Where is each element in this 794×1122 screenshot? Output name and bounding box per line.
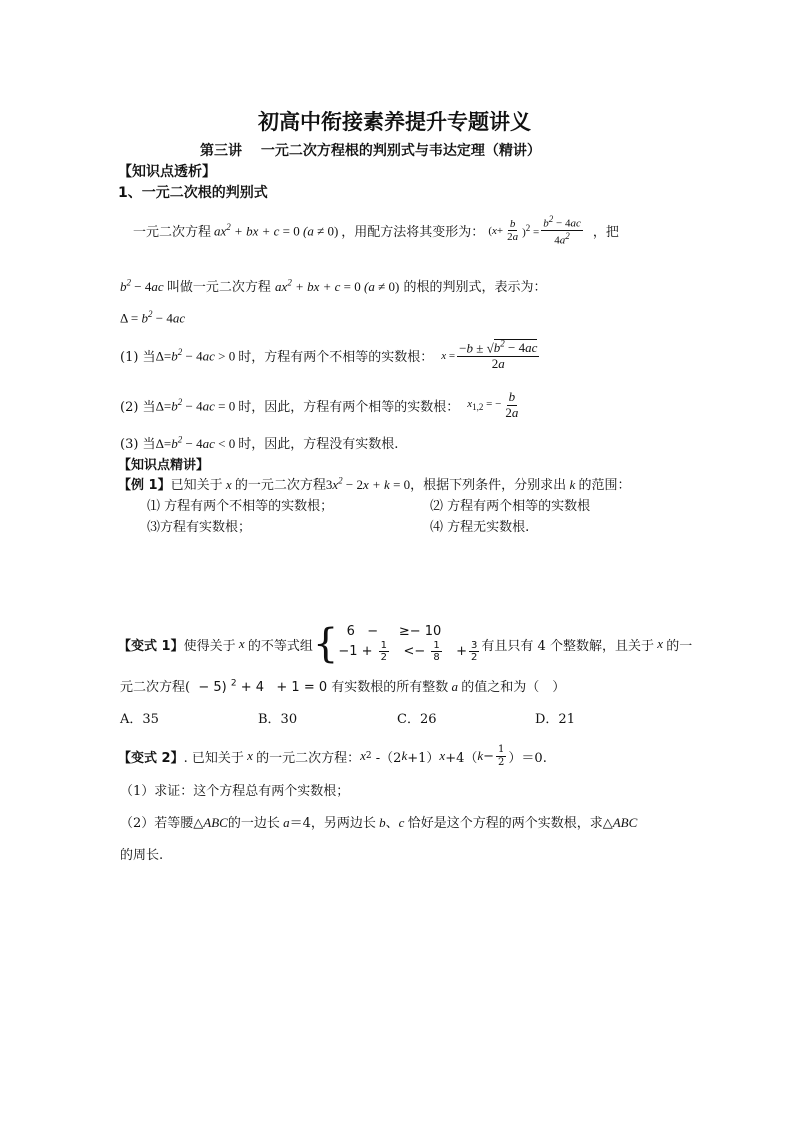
equation-general-form-2: $ax^2$ + bx + c = 0 (a ≠ 0) (275, 277, 400, 294)
p1-middle: ，用配方法将其变形为： (341, 225, 485, 241)
paragraph-1 (133, 214, 619, 248)
variant-1-option-a: A．35 (120, 712, 159, 727)
example-1-q3: ⑶方程有实数根； (147, 520, 252, 535)
page-title: 初高中衔接素养提升专题讲义 (258, 110, 531, 134)
case-2 (120, 390, 522, 421)
p2-middle: 叫做一元二次方程 (166, 280, 271, 295)
variant-2-equation: x 2 -（2 k +1） x +4（ k − $\frac{1}{2}$ ）＝0. (360, 744, 547, 768)
case1-label: (1) 当 (120, 350, 156, 366)
ex1-text-d: 的范围： (578, 478, 631, 493)
discriminant-definition: $\Delta = b^2 - 4ac$ (120, 309, 186, 326)
p2-suffix: 的根的判别式，表示为： (403, 280, 547, 295)
discriminant-expression: $b^2 - 4ac$ (120, 277, 167, 294)
case3-text: 时，因此，方程没有实数根. (238, 437, 399, 452)
example-1: 【例 1】已知关于 x 的一元二次方程$3x^2 - 2x + k = 0$，根据下列条件，分别求出 k 的范围： (118, 475, 631, 493)
example-1-label: 【例 1】 (118, 478, 171, 493)
var2-q2-c: ，另两边长 (310, 816, 376, 831)
root-formula: x = $\frac{-b \pm √b^2 - 4ac}{2a}$ (441, 339, 538, 372)
case3-label: (3) 当 (120, 437, 156, 452)
ex1-text-b: 的一元二次方程 (234, 478, 326, 493)
case-1 (120, 339, 541, 372)
var1-line2-a: 元二次方程( (120, 680, 191, 695)
case1-text: 时，方程有两个不相等的实数根： (238, 350, 434, 366)
page-subtitle: 第三讲 一元二次方程根的判别式与韦达定理（精讲） (200, 143, 541, 159)
var1-text-b: 的不等式组 (247, 638, 313, 654)
variant-2-q2: （2）若等腰△ABC的一边长 a＝4，另两边长 b、c 恰好是这个方程的两个实数根，求△ABC (120, 815, 638, 831)
case2-label: (2) 当 (120, 399, 156, 415)
variant-2-q1: （1）求证：这个方程总有两个实数根； (120, 784, 350, 799)
case1-condition: $\Delta=b^2 - 4ac > 0$ (155, 346, 236, 364)
var2-text-b: 的一元二次方程： (256, 750, 361, 766)
paragraph-2 (120, 276, 546, 295)
example-1-q2: ⑵ 方程有两个相等的实数根 (430, 499, 591, 514)
p1-prefix: 一元二次方程 (133, 225, 212, 241)
variant-1-label: 【变式 1】 (118, 638, 184, 654)
variant-1-option-b: B．30 (258, 712, 298, 727)
ex1-text-a: 已知关于 (170, 478, 223, 493)
case3-condition: $\Delta=b^2 - 4ac < 0$ (155, 434, 236, 451)
equation-general-form: $ax^2$ + bx + c = 0 (a ≠ 0) (214, 222, 339, 239)
case2-text: 时，因此，方程有两个相等的实数根： (238, 399, 460, 415)
equation-completed-square: ( x + $\frac{b}{2a}$ )$^2$ = $\frac{b^2 - 4ac}{4a^2}$ (488, 214, 581, 247)
case2-condition: $\Delta=b^2 - 4ac = 0$ (155, 396, 236, 414)
p1-suffix: ，把 (592, 225, 619, 241)
var2-q2-b: 的一边长 (227, 816, 280, 831)
variant-2-q2-line-2: 的周长. (120, 848, 164, 863)
var2-text-a: . 已知关于 (183, 750, 244, 766)
ex1-text-c: ，根据下列条件，分别求出 (410, 478, 567, 493)
variant-2: 【变式 2】 . 已知关于 x 的一元二次方程： x 2 -（2 k +1） x +4（ k − $\frac{1}{2}$ ）＝0. (118, 744, 547, 768)
var2-q2-d: 恰好是这个方程的两个实数根，求△ (407, 816, 613, 831)
var1-text-c: 有且只有 4 个整数解，且关于 (481, 638, 654, 654)
variant-1: 【变式 1】 使得关于 x 的不等式组 { 6 − ≥− 10 −1 + $\frac{1}{2}$ <− $\frac{1}{8}$ + $\frac{3}{2}$ 有且只有 4 个整数解，且关于 x 的一 (118, 621, 693, 667)
inequality-brace: { (312, 621, 339, 667)
variant-2-label: 【变式 2】 (118, 750, 184, 766)
variant-1-option-c: C．26 (397, 712, 437, 727)
section-lecture-heading: 【知识点精讲】 (118, 458, 210, 473)
var1-text-a: 使得关于 (183, 638, 236, 654)
var2-q2-a: （2）若等腰△ (120, 816, 204, 831)
var1-line2-b: 有实数根的所有整数 (331, 680, 449, 695)
example-1-equation: $3x^2 - 2x + k = 0$ (325, 475, 411, 492)
inequality-system: 6 − ≥− 10 −1 + $\frac{1}{2}$ <− $\frac{1}{8}$ + $\frac{3}{2}$ (338, 624, 478, 664)
double-root-formula: $x_{1,2}$ = − $\frac{b}{2a}$ (467, 389, 519, 420)
heading-discriminant: 1、一元二次根的判别式 (118, 185, 268, 201)
case-3 (120, 433, 398, 452)
example-1-q1: ⑴ 方程有两个不相等的实数根； (147, 499, 334, 514)
variant-1-option-d: D．21 (535, 712, 575, 727)
var1-text-d: 的一 (666, 638, 693, 654)
variant-1-line-2: 元二次方程( − 5) $^2$ + 4 + 1 = 0 有实数根的所有整数 a 的值之和为（ ） (120, 678, 566, 695)
example-1-q4: ⑷ 方程无实数根. (430, 520, 530, 535)
var1-line2-c: 的值之和为（ ） (461, 680, 566, 695)
section-knowledge-heading: 【知识点透析】 (118, 164, 216, 180)
